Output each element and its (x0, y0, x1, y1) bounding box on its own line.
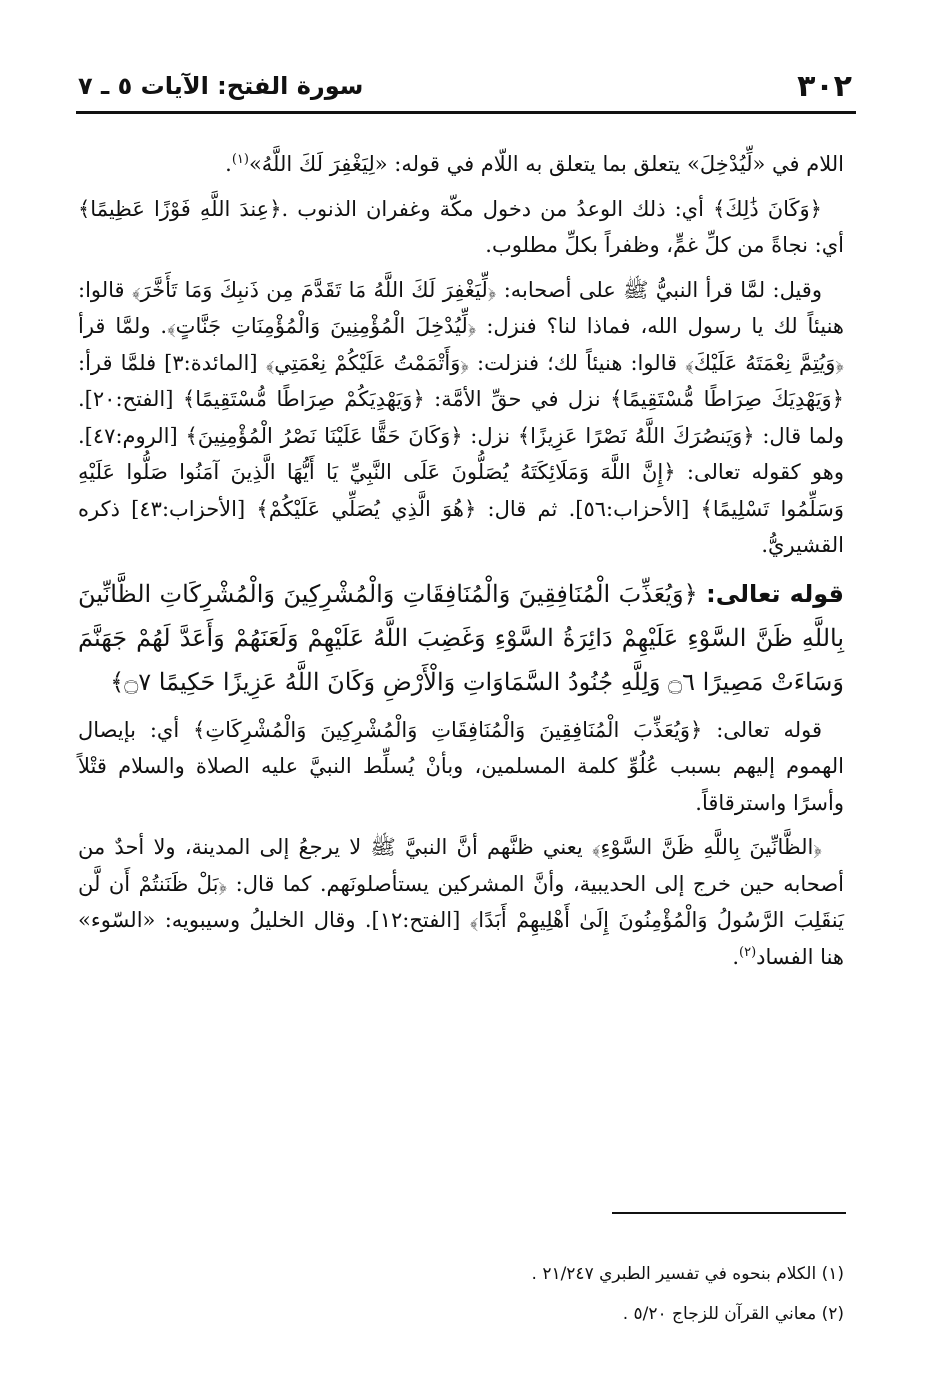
paragraph-1: اللام في «لِّيُدْخِلَ» يتعلق بما يتعلق به اللّام في قوله: «لِيَغْفِرَ لَكَ اللَّهُ»$^{(١)}$. (225, 152, 844, 176)
page-header (78, 62, 852, 110)
paragraph-5: ﴿الظَّانِّينَ بِاللَّهِ ظَنَّ السَّوْءِ﴾ يعني ظنَّهم أنَّ النبيَّ ﷺ لا يرجعُ إلى المدينة، ولا أحدٌ من أصحابه حين خرج إلى الحديبية، وأنَّ المشركين يستأصلونَهم. كما قال: ﴿بَلْ ظَنَنتُمْ أَن لَّن يَنقَلِبَ الرَّسُولُ وَالْمُؤْمِنُونَ إِلَىٰ أَهْلِيهِمْ أَبَدًا﴾ [الفتح:١٢]. وقال الخليلُ وسيبويه: «السّوء» هنا الفساد$^{(٢)}$. (78, 835, 844, 969)
verse-block (78, 572, 844, 704)
footnote-1: (١) الكلام بنحوه في تفسير الطبري ٢١/٢٤٧ . (531, 1264, 844, 1284)
footnote-2: (٢) معاني القرآن للزجاج ٥/٢٠ . (622, 1304, 844, 1324)
body-text (78, 146, 844, 983)
page-number: ٣٠٢ (797, 68, 852, 104)
header-rule (76, 111, 856, 114)
paragraph-2: ﴿وَكَانَ ذَٰلِكَ﴾ أي: ذلك الوعدُ من دخول مكّة وغفران الذنوب .﴿عِندَ اللَّهِ فَوْزًا عَظِيمًا﴾ أي: نجاةً من كلِّ غمٍّ، وظفراً بكلِّ مطلوب. (78, 196, 844, 257)
footnotes (78, 1254, 844, 1334)
footnote-marker-2: (٢) (739, 944, 757, 960)
footnote-marker-1: (١) (231, 152, 249, 167)
verse-text: ﴿وَيُعَذِّبَ الْمُنَافِقِينَ وَالْمُنَافِقَاتِ وَالْمُشْرِكِينَ وَالْمُشْرِكَاتِ الظَّانِّينَ بِاللَّهِ ظَنَّ السَّوْءِ عَلَيْهِمْ دَائِرَةُ السَّوْءِ وَغَضِبَ اللَّهُ عَلَيْهِمْ وَلَعَنَهُمْ وَأَعَدَّ لَهُمْ جَهَنَّمَ وَسَاءَتْ مَصِيرًا ۝٦ وَلِلَّهِ جُنُودُ السَّمَاوَاتِ وَالْأَرْضِ وَكَانَ اللَّهُ عَزِيزًا حَكِيمًا ۝٧﴾ (78, 579, 844, 696)
paragraph-3: وقيل: لمَّا قرأ النبيُّ ﷺ على أصحابه: ﴿لِّيَغْفِرَ لَكَ اللَّهُ مَا تَقَدَّمَ مِن ذَنبِكَ وَمَا تَأَخَّرَ﴾ قالوا: هنيئاً لك يا رسول الله، فماذا لنا؟ فنزل: ﴿لِّيُدْخِلَ الْمُؤْمِنِينَ وَالْمُؤْمِنَاتِ جَنَّاتٍ﴾. ولمَّا قرأ ﴿وَيُتِمَّ نِعْمَتَهُ عَلَيْكَ﴾ قالوا: هنيئاً لك؛ فنزلت: ﴿وَأَتْمَمْتُ عَلَيْكُمْ نِعْمَتِي﴾ [المائدة:٣] فلمَّا قرأ: ﴿وَيَهْدِيَكَ صِرَاطًا مُّسْتَقِيمًا﴾ نزل في حقِّ الأمَّة: ﴿وَيَهْدِيَكُمْ صِرَاطًا مُّسْتَقِيمًا﴾ [الفتح:٢٠]. ولما قال: ﴿وَيَنصُرَكَ اللَّهُ نَصْرًا عَزِيزًا﴾ نزل: ﴿وَكَانَ حَقًّا عَلَيْنَا نَصْرُ الْمُؤْمِنِينَ﴾ [الروم:٤٧]. وهو كقوله تعالى: ﴿إِنَّ اللَّهَ وَمَلَائِكَتَهُ يُصَلُّونَ عَلَى النَّبِيِّ يَا أَيُّهَا الَّذِينَ آمَنُوا صَلُّوا عَلَيْهِ وَسَلِّمُوا تَسْلِيمًا﴾ [الأحزاب:٥٦]. ثم قال: ﴿هُوَ الَّذِي يُصَلِّي عَلَيْكُمْ﴾ [الأحزاب:٤٣] ذكره القشيريُّ. (78, 277, 844, 557)
footnote-separator (612, 1212, 846, 1214)
surah-title: سورة الفتح: الآيات ٥ ـ ٧ (78, 72, 364, 100)
verse-lead: قوله تعالى: (706, 579, 844, 608)
paragraph-4: قوله تعالى: ﴿وَيُعَذِّبَ الْمُنَافِقِينَ وَالْمُنَافِقَاتِ وَالْمُشْرِكِينَ وَالْمُشْرِكَاتِ﴾ أي: بإيصال الهموم إليهم بسبب عُلُوِّ كلمة المسلمين، وبأنْ يُسلِّط النبيَّ عليه الصلاة والسلام قتْلاً وأسرًا واسترقاقاً. (78, 717, 844, 815)
